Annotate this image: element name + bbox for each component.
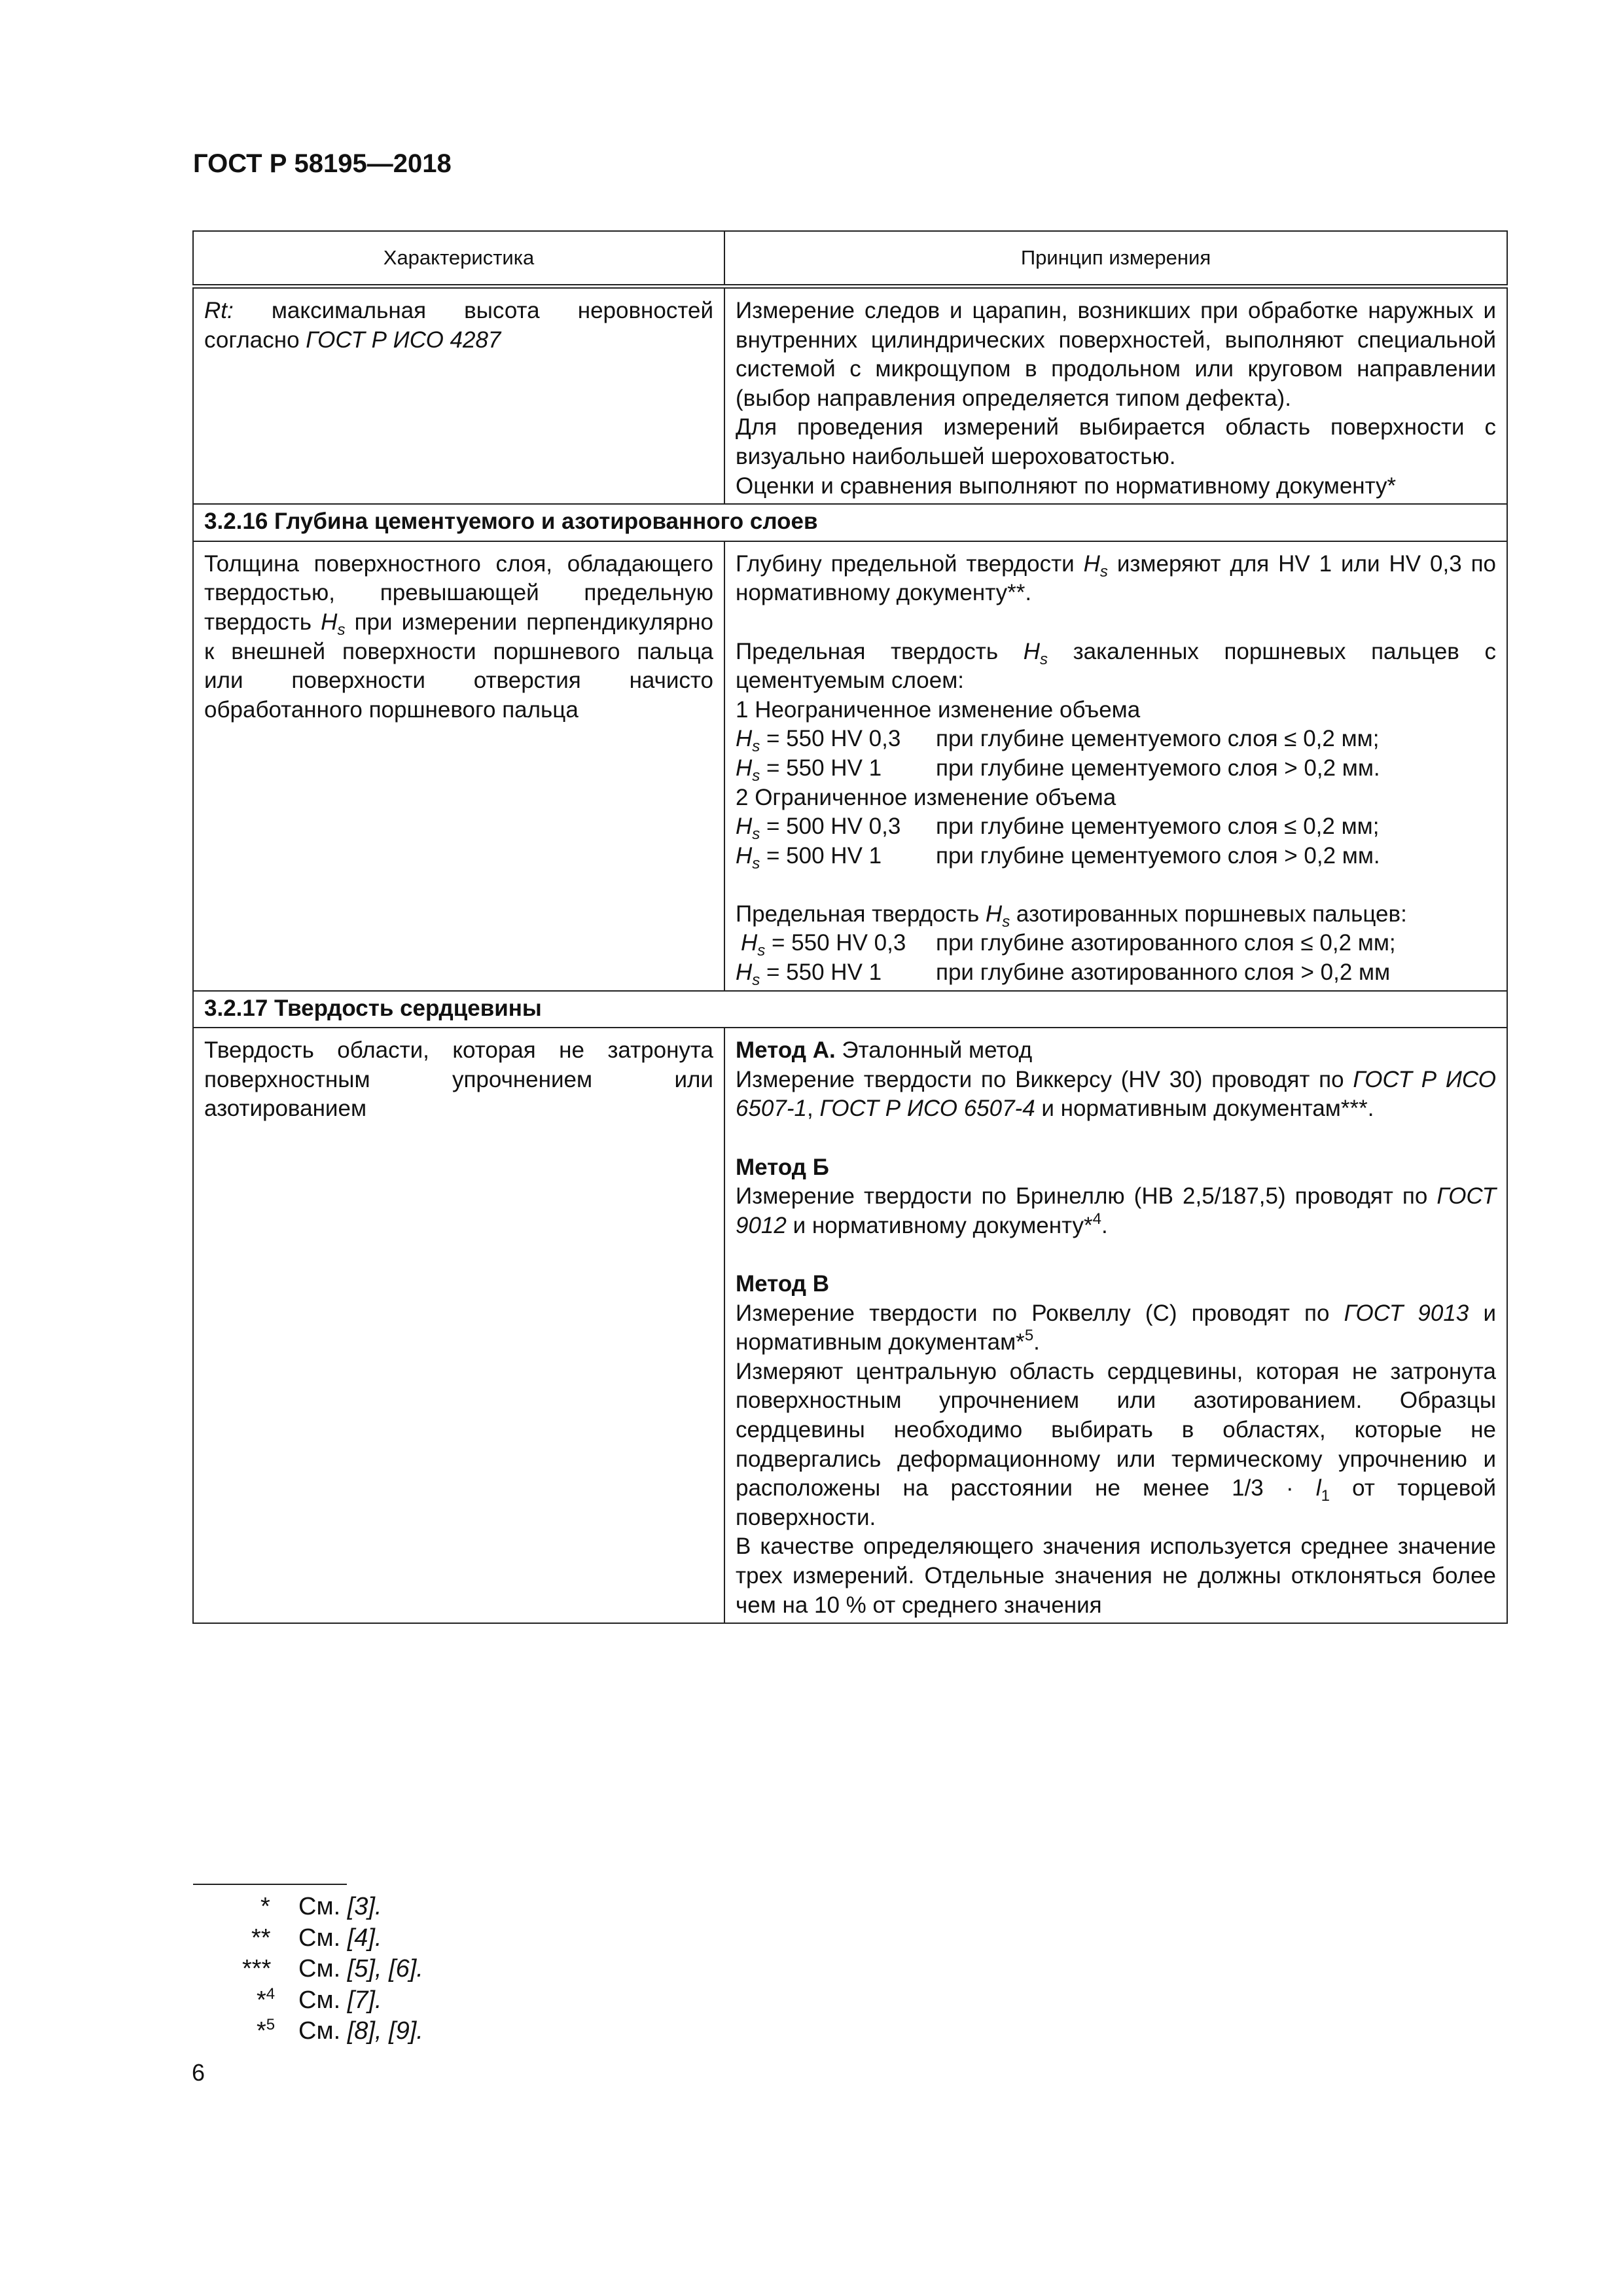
hs-h: H (985, 901, 1003, 927)
core-l-symbol: l (1315, 1475, 1321, 1501)
hs-h: H (321, 609, 338, 635)
rt-principle-p1: Измерение следов и царапин, возникших при обработке наружных и внутренних цилиндрических поверхностей, выполняют специальной системой с микрощупом в продольном или круговом направлении (выбор направления определяется типом дефекта). (736, 298, 1496, 411)
hs-h: H (736, 842, 753, 869)
nitrided-line1-value: = 550 HV 0,3 (772, 930, 906, 956)
hs-sub: s (752, 971, 760, 990)
depth-def-part2: при измерении перпендикулярно к внешней поверхности поршневого пальца или поверхности отверстия начисто обработанного поршневого пальца (204, 609, 713, 723)
method-a-subtitle: Эталонный метод (835, 1037, 1033, 1064)
page-number: 6 (192, 2059, 205, 2086)
case2-line2 (736, 842, 1496, 871)
footnote-text: См. (298, 1986, 348, 2014)
method-a-separator: , (806, 1096, 820, 1122)
rt-characteristic-cell (193, 287, 724, 505)
case1-line2-condition: при глубине цементуемого слоя > 0,2 мм. (936, 755, 1380, 781)
depth-characteristic-cell (193, 541, 724, 991)
hs-symbol (736, 842, 760, 872)
hs-sub: s (752, 766, 760, 785)
method-a-ref2: ГОСТ Р ИСО 6507-4 (819, 1096, 1035, 1122)
core-principle-cell (724, 1028, 1507, 1623)
column-header-principle: Принцип измерения (724, 231, 1507, 287)
core-measure-text-a: Измеряют центральную область сердцевины, которая не затронута поверхностным упрочнением или азотированием. Образцы сердцевины необходимо выбирать в областях, которые не подвергались деформационному или термическому упрочнению и расположены на расстоянии не менее 1/3 · (736, 1358, 1496, 1501)
footnote-mark-text: *** (242, 1955, 272, 1982)
table-row-core (193, 1028, 1507, 1623)
core-measure-text-b: от торцевой поверхности. (736, 1475, 1496, 1530)
method-c-heading (736, 1270, 1496, 1299)
case1-line1-condition: при глубине цементуемого слоя ≤ 0,2 мм; (936, 726, 1380, 752)
footnote-mark (242, 1923, 298, 1954)
method-c-ref: ГОСТ 9013 (1344, 1300, 1469, 1326)
specification-table (192, 230, 1508, 1624)
depth-principle-cell (724, 541, 1507, 991)
footnote-mark (242, 1892, 298, 1923)
footnotes (242, 1892, 423, 2047)
rt-principle-cell (724, 287, 1507, 505)
rt-line1 (204, 296, 713, 326)
section-row-3217 (193, 991, 1507, 1028)
case2-line1-value: = 500 HV 0,3 (766, 814, 901, 840)
hs-h: H (1083, 550, 1100, 577)
footnote-ref: [3]. (347, 1893, 382, 1920)
spacer (736, 1124, 1496, 1153)
depth-def-part1: Толщина поверхностного слоя, обладающего твердостью, превышающей предельную твердость (204, 550, 713, 635)
method-c-title: Метод В (736, 1271, 829, 1297)
case2-line1 (736, 812, 1496, 842)
depth-definition (204, 550, 713, 725)
hs-sub: s (752, 825, 760, 844)
method-c-end: . (1033, 1329, 1040, 1355)
method-c-text (736, 1299, 1496, 1357)
nitrided-line2-condition: при глубине азотированного слоя > 0,2 мм (936, 960, 1391, 986)
hs-sub: s (752, 854, 760, 872)
case1-line2 (736, 754, 1496, 783)
table-row-depth (193, 541, 1507, 991)
footnote-item (242, 2016, 423, 2047)
core-l-sub: 1 (1321, 1487, 1330, 1505)
section-title-3217: 3.2.17 Твердость сердцевины (193, 991, 1507, 1028)
core-measure-paragraph (736, 1357, 1496, 1533)
core-characteristic-cell (193, 1028, 724, 1623)
footnote-item (242, 1954, 423, 1985)
method-c-text-b: и нормативным документам* (736, 1300, 1496, 1355)
case2-line2-value: = 500 HV 1 (766, 842, 882, 869)
section-title-3216: 3.2.16 Глубина цементуемого и азотированного слоев (193, 504, 1507, 541)
hs-sub: s (1099, 562, 1108, 581)
rt-term: Rt: (204, 298, 234, 323)
method-a-text (736, 1066, 1496, 1124)
footnote-text: См. (298, 1893, 348, 1920)
hs-sub: s (1002, 912, 1010, 931)
case2-title: 2 Ограниченное изменение объема (736, 784, 1116, 810)
footnote-mark (242, 1985, 298, 2017)
footnote-mark-sup: 5 (266, 2016, 276, 2034)
method-a-heading (736, 1036, 1496, 1066)
hs-symbol (736, 960, 760, 990)
hs-h: H (736, 726, 753, 752)
depth-p3-b: азотированных поршневых пальцев: (1010, 901, 1407, 927)
method-b-ref: ГОСТ 9012 (736, 1183, 1496, 1238)
hs-symbol (985, 901, 1010, 931)
hs-h: H (736, 814, 753, 840)
nitrided-line1 (736, 929, 1496, 958)
method-a-text-b: и нормативным документам***. (1035, 1096, 1374, 1122)
method-a-title: Метод А. (736, 1037, 836, 1064)
method-b-text-a: Измерение твердости по Бринеллю (НВ 2,5/187,5) проводят по (736, 1183, 1437, 1210)
hs-sub: s (1039, 650, 1048, 668)
depth-p3-a: Предельная твердость (736, 901, 986, 927)
case1-title: 1 Неограниченное изменение объема (736, 696, 1141, 723)
footnote-text: См. (298, 2017, 348, 2045)
case2-line2-condition: при глубине цементуемого слоя > 0,2 мм. (936, 842, 1380, 869)
footnote-item (242, 1985, 423, 2017)
hs-symbol (321, 609, 346, 639)
depth-p3 (736, 900, 1496, 929)
rt-according-text: согласно (204, 327, 306, 353)
footnote-ref: [7]. (347, 1986, 382, 2014)
hs-h: H (1023, 638, 1040, 664)
footnote-ref: [4]. (347, 1924, 382, 1952)
core-def-line3: азотированием (204, 1096, 367, 1122)
depth-p1-a: Глубину предельной твердости (736, 550, 1084, 577)
case1-line2-value: = 550 HV 1 (766, 755, 882, 781)
method-b-text-b: и нормативному документу* (786, 1212, 1093, 1238)
document-code-header: ГОСТ Р 58195—2018 (193, 149, 452, 178)
method-c-footnote-sup: 5 (1024, 1327, 1034, 1345)
core-def-line2: поверхностным упрочнением или (204, 1066, 713, 1092)
nitrided-line2 (736, 958, 1496, 988)
hs-sub: s (752, 738, 760, 756)
footnote-mark-text: * (257, 2017, 266, 2045)
column-header-characteristic: Характеристика (193, 231, 724, 287)
hs-symbol (741, 930, 766, 960)
footnote-text: См. (298, 1924, 348, 1952)
depth-p2-a: Предельная твердость (736, 638, 1024, 664)
hs-sub: s (337, 620, 346, 639)
footnote-ref: [5], [6]. (347, 1955, 423, 1982)
footnote-item (242, 1892, 423, 1923)
footnote-separator (193, 1884, 347, 1885)
footnote-mark-sup: 4 (266, 1984, 276, 2003)
depth-p1 (736, 550, 1496, 608)
depth-p2-b: закаленных поршневых пальцев с цементуемым слоем: (736, 638, 1496, 694)
rt-definition: максимальная высота неровностей (271, 298, 714, 323)
hs-symbol (736, 726, 760, 756)
hs-symbol (1023, 638, 1048, 668)
case1-line1-value: = 550 HV 0,3 (766, 726, 901, 752)
hs-h: H (741, 930, 758, 956)
method-b-footnote-sup: 4 (1092, 1210, 1102, 1228)
spacer (736, 870, 1496, 900)
hs-h: H (736, 755, 753, 781)
table-header-row (193, 231, 1507, 287)
nitrided-line1-condition: при глубине азотированного слоя ≤ 0,2 мм; (936, 930, 1396, 956)
method-c-text-a: Измерение твердости по Роквеллу (С) проводят по (736, 1300, 1344, 1326)
spacer (736, 608, 1496, 637)
hs-symbol (736, 814, 760, 844)
table-row-rt (193, 287, 1507, 505)
hs-h: H (736, 960, 753, 986)
depth-p2 (736, 637, 1496, 696)
rt-line2 (204, 326, 713, 355)
method-b-title: Метод Б (736, 1154, 829, 1180)
case2-line1-condition: при глубине цементуемого слоя ≤ 0,2 мм; (936, 814, 1380, 840)
depth-p1-b: измеряют для HV 1 или HV 0,3 по нормативному документу**. (736, 550, 1496, 606)
footnote-mark-text: * (260, 1893, 270, 1920)
method-a-ref1: ГОСТ Р ИСО 6507-1 (736, 1066, 1496, 1122)
spacer (736, 1240, 1496, 1270)
method-b-heading (736, 1153, 1496, 1183)
rt-principle-p2: Для проведения измерений выбирается область поверхности с визуально наибольшей шероховатостью. (736, 414, 1496, 469)
method-a-text-a: Измерение твердости по Виккерсу (HV 30) проводят по (736, 1066, 1353, 1092)
footnote-mark (242, 2016, 298, 2047)
footnote-text: См. (298, 1955, 348, 1982)
nitrided-line2-value: = 550 HV 1 (766, 960, 882, 986)
hs-symbol (1083, 550, 1108, 581)
footnote-ref: [8], [9]. (347, 2017, 423, 2045)
section-row-3216 (193, 504, 1507, 541)
footnote-mark (242, 1954, 298, 1985)
core-def-line1: Твердость области, которая не затронута (204, 1037, 713, 1064)
footnote-mark-text: ** (251, 1924, 271, 1952)
rt-standard-ref: ГОСТ Р ИСО 4287 (306, 327, 501, 353)
method-b-end: . (1101, 1212, 1108, 1238)
case1-line1 (736, 725, 1496, 754)
method-b-text (736, 1182, 1496, 1240)
hs-sub: s (757, 942, 766, 960)
core-average-paragraph: В качестве определяющего значения используется среднее значение трех измерений. Отдельные значения не должны отклоняться более чем на 10 % от среднего значения (736, 1534, 1496, 1618)
hs-symbol (736, 755, 760, 785)
footnote-mark-text: * (257, 1986, 266, 2014)
footnote-item (242, 1923, 423, 1954)
rt-principle-p3: Оценки и сравнения выполняют по нормативному документу* (736, 473, 1397, 499)
